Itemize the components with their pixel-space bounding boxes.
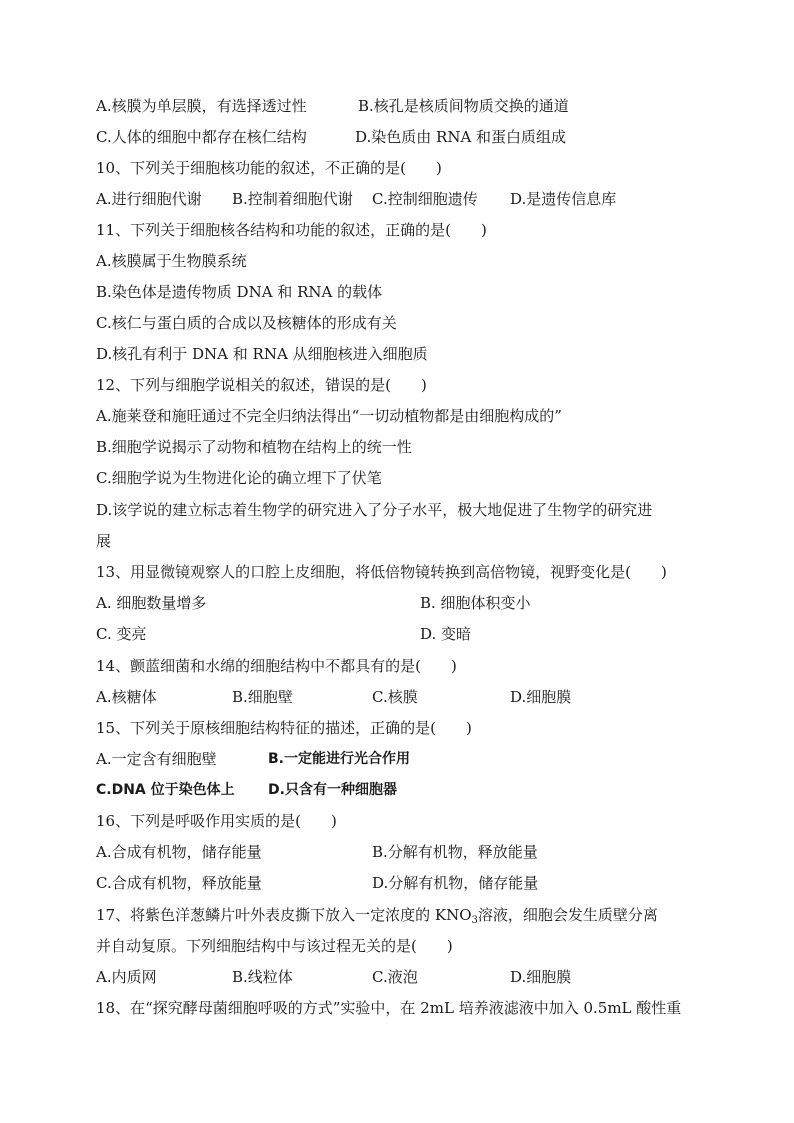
q12-option-d-line-1: D.该学说的建立标志着生物学的研究进入了分子水平，极大地促进了生物学的研究进 [96,501,653,519]
q14-option-a: A.核糖体 [96,688,157,706]
q12-option-a: A.施莱登和施旺通过不完全归纳法得出“一切动植物都是由细胞构成的” [96,407,562,425]
q15-option-a: A.一定含有细胞壁 [96,750,217,768]
q15-stem: 15、下列关于原核细胞结构特征的描述，正确的是( ) [96,719,472,737]
q9-option-d: D.染色质由 RNA 和蛋白质组成 [355,128,567,146]
q17-option-c: C.液泡 [372,968,418,986]
q14-option-c: C.核膜 [372,688,418,706]
q13-stem: 13、用显微镜观察人的口腔上皮细胞，将低倍物镜转换到高倍物镜，视野变化是( ) [96,563,667,581]
q11-option-a: A.核膜属于生物膜系统 [96,252,247,270]
q17-option-b: B.线粒体 [232,968,293,986]
q11-option-b: B.染色体是遗传物质 DNA 和 RNA 的载体 [96,283,383,301]
q13-option-d: D. 变暗 [420,625,472,643]
q18-stem: 18、在“探究酵母菌细胞呼吸的方式”实验中，在 2mL 培养液滤液中加入 0.5mL 酸性重 [96,999,682,1017]
q12-option-c: C.细胞学说为生物进化论的确立埋下了伏笔 [96,469,382,487]
q17-stem-prefix: 17、将紫色洋葱鳞片叶外表皮撕下放入一定浓度的 KNO [96,906,472,924]
q11-stem: 11、下列关于细胞核各结构和功能的叙述，正确的是( ) [96,221,487,239]
q17-stem-suffix: 溶液，细胞会发生质壁分离 [477,906,658,924]
q10-stem: 10、下列关于细胞核功能的叙述，不正确的是( ) [96,159,442,177]
q14-option-d: D.细胞膜 [510,688,572,706]
q12-option-b: B.细胞学说揭示了动物和植物在结构上的统一性 [96,438,412,456]
q10-option-a: A.进行细胞代谢 [96,190,202,208]
q16-option-c: C.合成有机物，释放能量 [96,874,262,892]
q10-option-b: B.控制着细胞代谢 [232,190,353,208]
q13-option-b: B. 细胞体积变小 [420,594,531,612]
q17-option-a: A.内质网 [96,968,157,986]
q15-option-c: C.DNA 位于染色体上 [96,782,235,798]
q17-option-d: D.细胞膜 [510,968,572,986]
q13-option-a: A. 细胞数量增多 [96,594,207,612]
q13-option-c: C. 变亮 [96,625,147,643]
q14-option-b: B.细胞壁 [232,688,293,706]
q17-stem-line-1 [96,905,658,925]
q16-stem: 16、下列是呼吸作用实质的是( ) [96,812,337,830]
q9-option-b: B.核孔是核质间物质交换的通道 [358,97,569,115]
q12-stem: 12、下列与细胞学说相关的叙述，错误的是( ) [96,376,427,394]
q9-option-c: C.人体的细胞中都存在核仁结构 [96,128,307,146]
q11-option-c: C.核仁与蛋白质的合成以及核糖体的形成有关 [96,314,397,332]
q16-option-d: D.分解有机物，储存能量 [372,874,539,892]
q12-option-d-line-2: 展 [96,532,112,550]
q9-option-a: A.核膜为单层膜，有选择透过性 [96,97,307,115]
q16-option-b: B.分解有机物，释放能量 [372,843,538,861]
q14-stem: 14、颤蓝细菌和水绵的细胞结构中不都具有的是( ) [96,657,457,675]
q17-subscript: 3 [471,915,478,926]
q16-option-a: A.合成有机物，储存能量 [96,843,262,861]
q17-stem-line-2: 并自动复原。下列细胞结构中与该过程无关的是( ) [96,937,453,955]
q15-option-b: B.一定能进行光合作用 [268,751,410,767]
q11-option-d: D.核孔有利于 DNA 和 RNA 从细胞核进入细胞质 [96,345,428,363]
q10-option-d: D.是遗传信息库 [510,190,617,208]
q15-option-d: D.只含有一种细胞器 [268,782,397,798]
q10-option-c: C.控制细胞遗传 [372,190,478,208]
